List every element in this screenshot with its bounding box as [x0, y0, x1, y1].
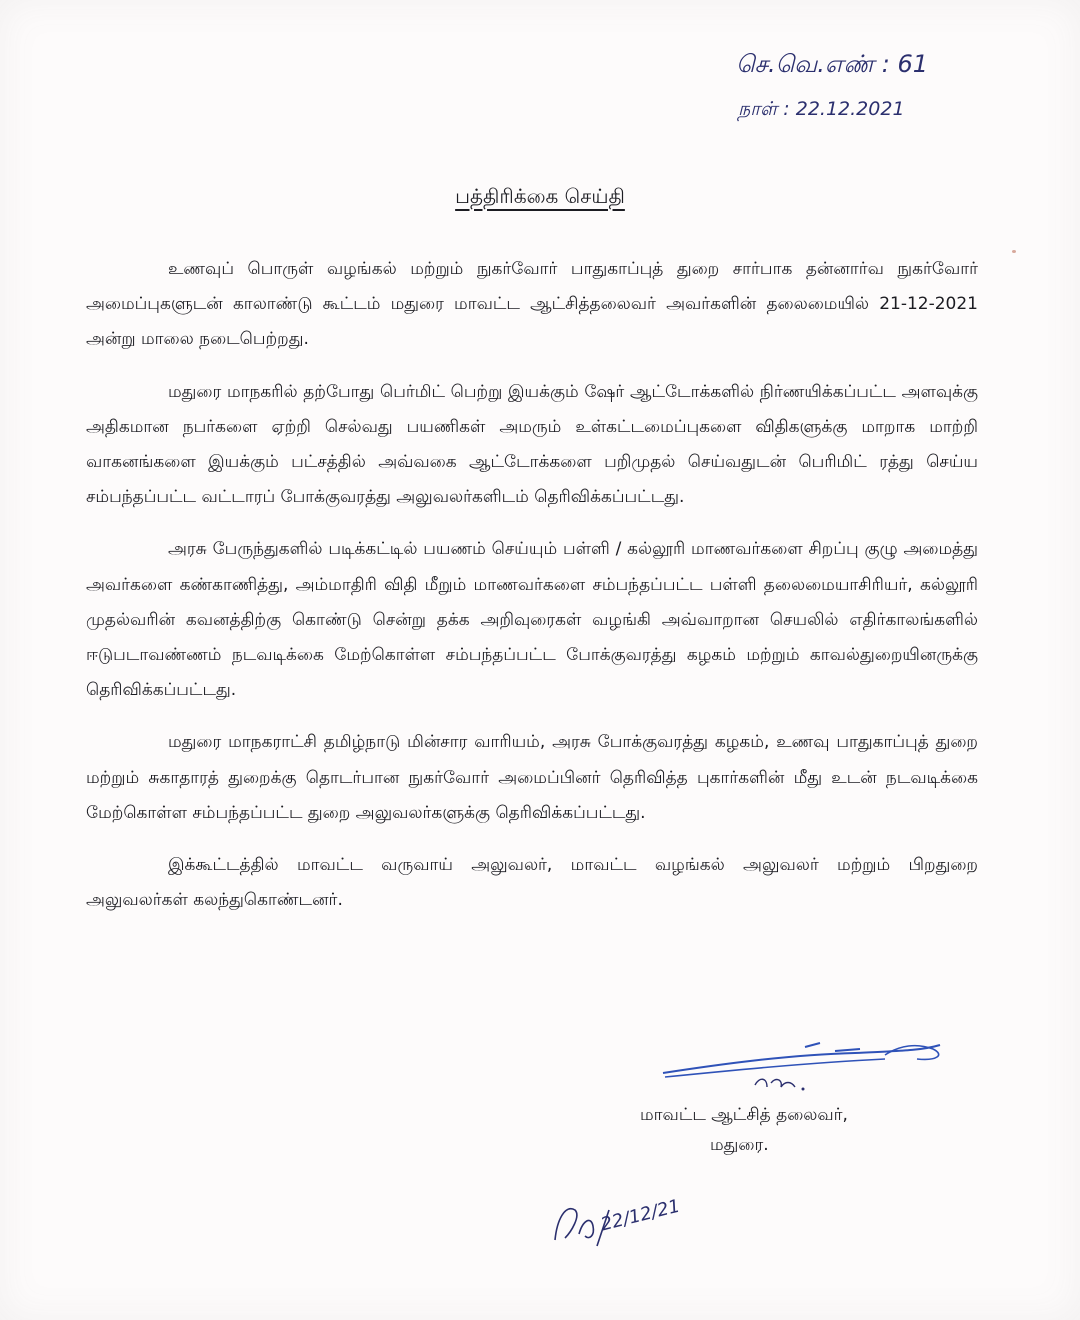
paragraph: அரசு பேருந்துகளில் படிக்கட்டில் பயணம் செய்யும் பள்ளி / கல்லூரி மாணவர்களை சிறப்பு குழு அமைத்து அவர்களை கண்காணித்து, அம்மாதிரி விதி மீறும் மாணவர்களை சம்பந்தப்பட்ட பள்ளி தலைமையாசிரியர், கல்லூரி முதல்வரின் கவனத்திற்கு கொண்டு சென்று தக்க அறிவுரைகள் வழங்கி அவ்வாறான செயலில் எதிர்காலங்களில் ஈடுபடாவண்ணம் நடவடிக்கை மேற்கொள்ள சம்பந்தப்பட்ட போக்குவரத்து கழகம் மற்றும் காவல்துறையினருக்கு தெரிவிக்கப்பட்டது. — [86, 539, 978, 701]
signature-image — [655, 1025, 955, 1105]
paper-mark — [1012, 250, 1016, 253]
document-title-text: பத்திரிக்கை செய்தி — [455, 184, 625, 208]
signature-block — [640, 1100, 940, 1160]
paragraph: மதுரை மாநகரில் தற்போது பெர்மிட் பெற்று இயக்கும் ஷேர் ஆட்டோக்களில் நிர்ணயிக்கப்பட்ட அளவுக்கு அதிகமான நபர்களை ஏற்றி செல்வது பயணிகள் அமரும் உள்கட்டமைப்புகளை விதிகளுக்கு மாறாக மாற்றி வாகனங்களை இயக்கும் பட்சத்தில் அவ்வகை ஆட்டோக்களை பறிமுதல் செய்வதுடன் பெரிமிட் ரத்து செய்ய சம்பந்தப்பட்ட வட்டாரப் போக்குவரத்து அலுவலர்களிடம் தெரிவிக்கப்பட்டது. — [86, 381, 978, 508]
signatory-place: மதுரை. — [710, 1135, 769, 1155]
paragraph: உணவுப் பொருள் வழங்கல் மற்றும் நுகர்வோர் பாதுகாப்புத் துறை சார்பாக தன்னார்வ நுகர்வோர் அமைப்புகளுடன் காலாண்டு கூட்டம் மதுரை மாவட்ட ஆட்சித்தலைவர் அவர்களின் தலைமையில் 21-12-2021 அன்று மாலை நடைபெற்றது. — [86, 259, 978, 350]
signatory-designation: மாவட்ட ஆட்சித் தலைவர், — [640, 1105, 848, 1125]
document-title — [0, 184, 1080, 211]
handwritten-date: நாள் : 22.12.2021 — [738, 98, 905, 120]
initials-date: 22/12/21 — [598, 1195, 683, 1236]
document-body — [86, 252, 978, 935]
paragraph: இக்கூட்டத்தில் மாவட்ட வருவாய் அலுவலர், மாவட்ட வழங்கல் அலுவலர் மற்றும் பிறதுறை அலுவலர்கள் கலந்துகொண்டனர். — [86, 855, 978, 911]
paragraph: மதுரை மாநகராட்சி தமிழ்நாடு மின்சார வாரியம், அரசு போக்குவரத்து கழகம், உணவு பாதுகாப்புத் துறை மற்றும் சுகாதாரத் துறைக்கு தொடர்பான நுகர்வோர் அமைப்பினர் தெரிவித்த புகார்களின் மீது உடன் நடவடிக்கை மேற்கொள்ள சம்பந்தப்பட்ட துறை அலுவலர்களுக்கு தெரிவிக்கப்பட்டது. — [86, 732, 978, 823]
reference-number: செ.வெ.எண் : 61 — [736, 50, 929, 78]
